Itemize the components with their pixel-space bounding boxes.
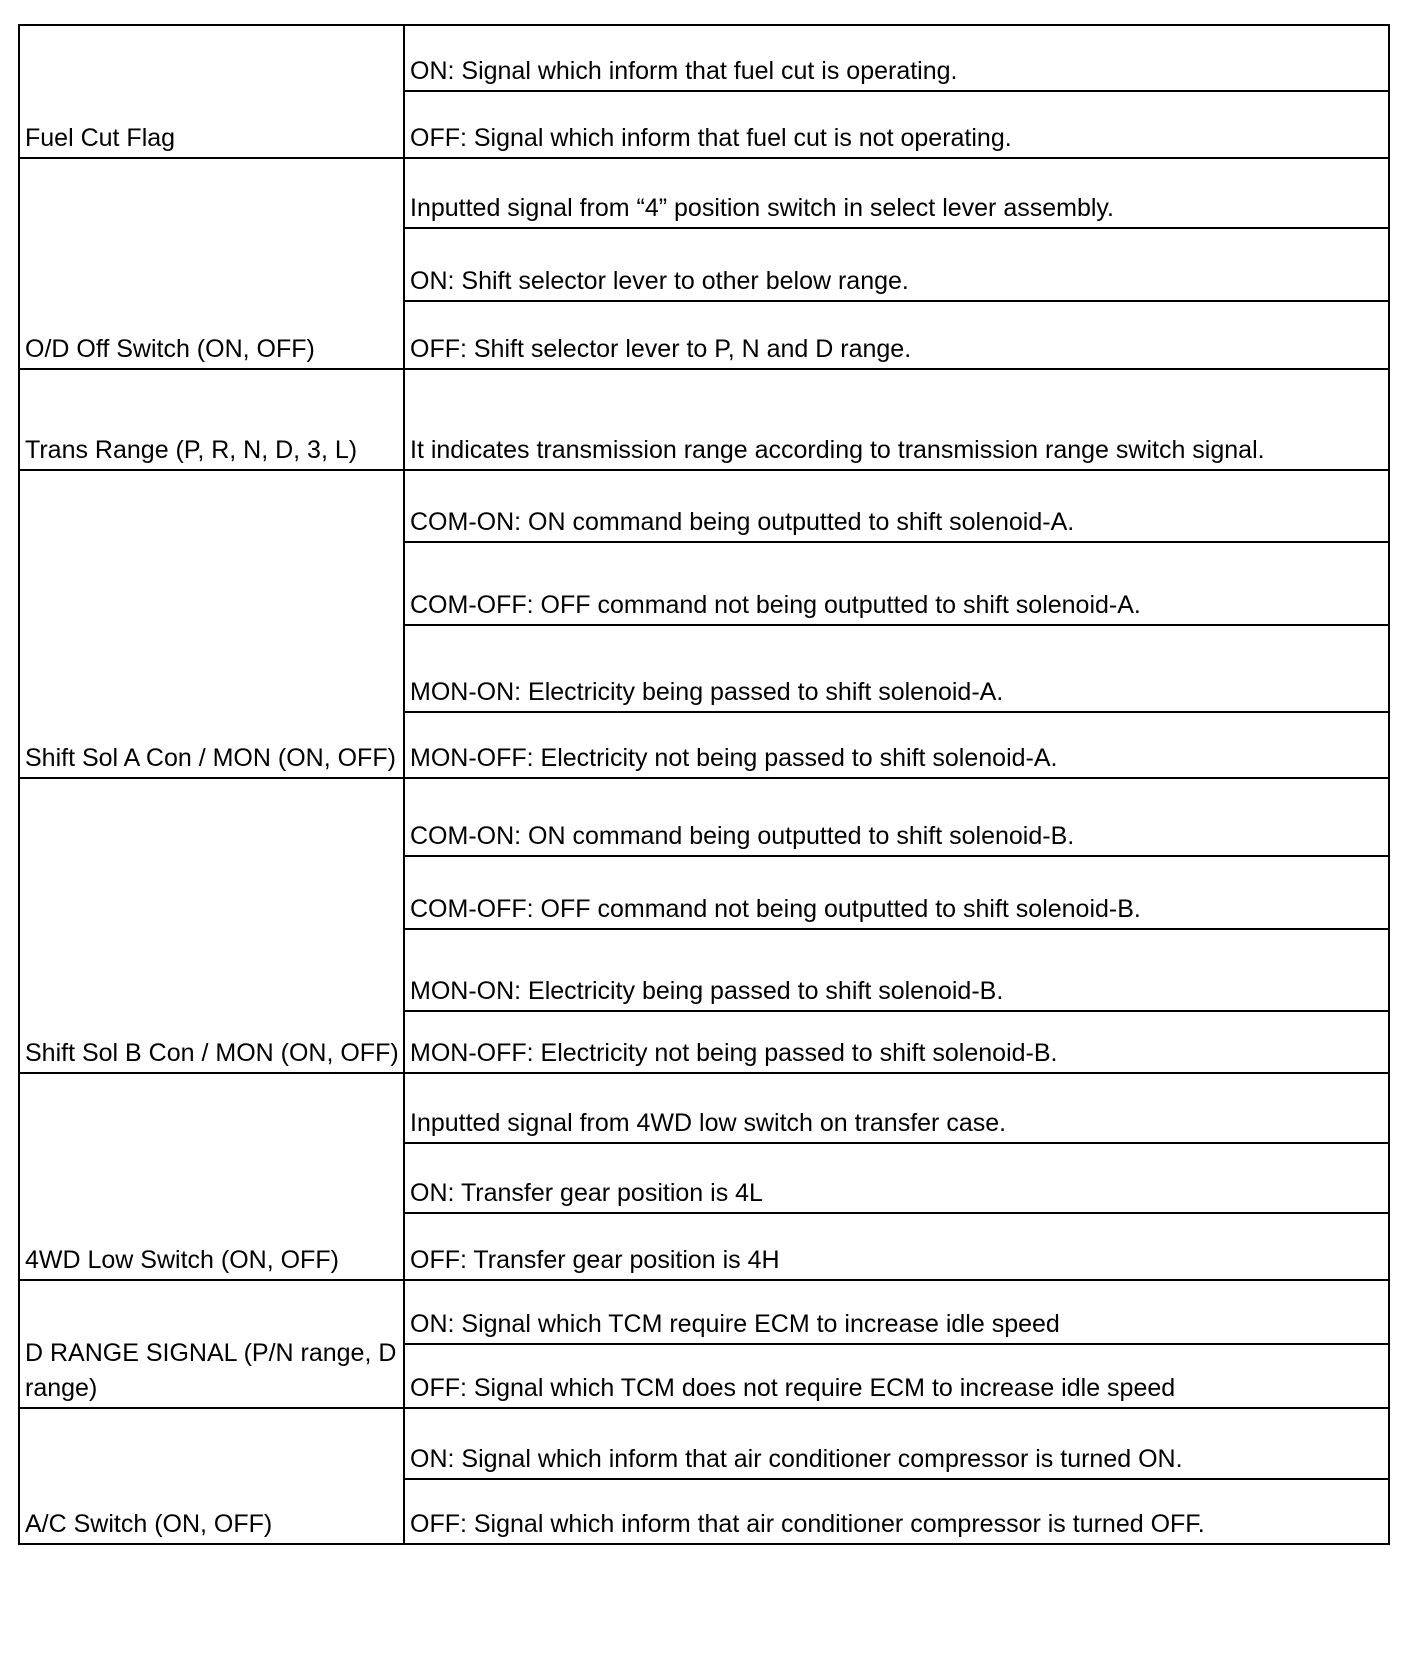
parameter-name: O/D Off Switch (ON, OFF) — [19, 158, 404, 369]
parameter-description: COM-ON: ON command being outputted to shift solenoid-A. — [404, 470, 1389, 542]
parameter-description: ON: Signal which TCM require ECM to increase idle speed — [404, 1280, 1389, 1344]
parameter-description: MON-OFF: Electricity not being passed to shift solenoid-A. — [404, 712, 1389, 778]
table-row — [19, 470, 1389, 542]
table-row — [19, 1408, 1389, 1479]
parameter-description: OFF: Signal which TCM does not require ECM to increase idle speed — [404, 1344, 1389, 1408]
parameter-description: OFF: Transfer gear position is 4H — [404, 1213, 1389, 1280]
parameter-name: A/C Switch (ON, OFF) — [19, 1408, 404, 1544]
table-row — [19, 158, 1389, 228]
parameter-description: MON-ON: Electricity being passed to shift solenoid-A. — [404, 625, 1389, 712]
parameter-description: MON-ON: Electricity being passed to shift solenoid-B. — [404, 929, 1389, 1011]
table-row — [19, 778, 1389, 856]
parameter-description: ON: Signal which inform that air conditioner compressor is turned ON. — [404, 1408, 1389, 1479]
parameter-description: Inputted signal from 4WD low switch on transfer case. — [404, 1073, 1389, 1143]
parameter-description: It indicates transmission range according to transmission range switch signal. — [404, 369, 1389, 470]
parameter-name: 4WD Low Switch (ON, OFF) — [19, 1073, 404, 1280]
table-row — [19, 25, 1389, 91]
parameter-description: OFF: Signal which inform that fuel cut is not operating. — [404, 91, 1389, 158]
parameter-table-body — [19, 25, 1389, 1544]
table-row — [19, 1280, 1389, 1344]
parameter-description: COM-OFF: OFF command not being outputted to shift solenoid-B. — [404, 856, 1389, 929]
parameter-description: MON-OFF: Electricity not being passed to shift solenoid-B. — [404, 1011, 1389, 1073]
parameter-description: Inputted signal from “4” position switch in select lever assembly. — [404, 158, 1389, 228]
parameter-name: Shift Sol A Con / MON (ON, OFF) — [19, 470, 404, 778]
parameter-description: ON: Transfer gear position is 4L — [404, 1143, 1389, 1213]
parameter-description: ON: Shift selector lever to other below range. — [404, 228, 1389, 301]
parameter-description: COM-OFF: OFF command not being outputted to shift solenoid-A. — [404, 542, 1389, 625]
parameter-description: OFF: Shift selector lever to P, N and D range. — [404, 301, 1389, 369]
table-row — [19, 369, 1389, 470]
table-row — [19, 1073, 1389, 1143]
parameter-table — [18, 24, 1390, 1545]
parameter-name: Fuel Cut Flag — [19, 25, 404, 158]
parameter-name: D RANGE SIGNAL (P/N range, D range) — [19, 1280, 404, 1408]
parameter-name: Shift Sol B Con / MON (ON, OFF) — [19, 778, 404, 1073]
parameter-name: Trans Range (P, R, N, D, 3, L) — [19, 369, 404, 470]
parameter-description: OFF: Signal which inform that air conditioner compressor is turned OFF. — [404, 1479, 1389, 1544]
parameter-description: ON: Signal which inform that fuel cut is operating. — [404, 25, 1389, 91]
parameter-description: COM-ON: ON command being outputted to shift solenoid-B. — [404, 778, 1389, 856]
